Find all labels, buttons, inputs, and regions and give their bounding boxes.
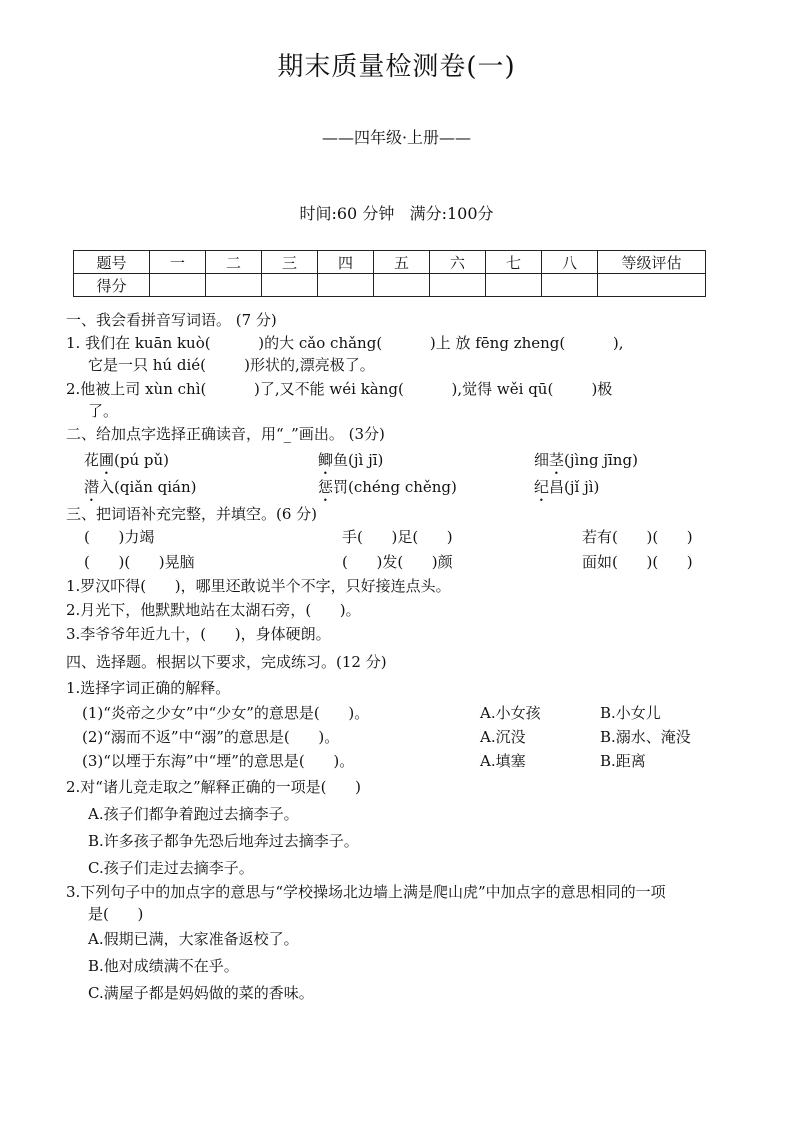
section-4-heading: 四、选择题。根据以下要求，完成练习。(12 分) — [66, 653, 387, 671]
question-line: 2.他被上司 xùn chì( )了,又不能 wéi kàng( ),觉得 wěi qū( )极 — [66, 380, 613, 398]
pronunciation-item: 潜入(qiǎn qián) — [84, 478, 197, 496]
option-a: A.填塞 — [480, 752, 526, 770]
table-cell: 六 — [430, 251, 486, 274]
choice-option: A.假期已满，大家准备返校了。 — [88, 930, 299, 948]
score-entry-cell[interactable] — [486, 274, 542, 297]
option-a: A.小女孩 — [480, 704, 541, 722]
grade-subtitle: ——四年级·上册—— — [321, 128, 472, 147]
table-cell: 七 — [486, 251, 542, 274]
choice-option: C.孩子们走过去摘李子。 — [88, 859, 254, 877]
score-entry-cell[interactable] — [206, 274, 262, 297]
exam-time-info: 时间:60 分钟 满分:100分 — [299, 204, 494, 223]
option-b: B.距离 — [600, 752, 646, 770]
question-line: 它是一只 hú dié( )形状的,漂亮极了。 — [88, 356, 375, 374]
score-entry-cell[interactable] — [430, 274, 486, 297]
score-entry-cell[interactable] — [318, 274, 374, 297]
question-line: 1. 我们在 kuān kuò( )的大 cǎo chǎng( )上 放 fēng zheng( ), — [66, 334, 624, 352]
table-cell: 五 — [374, 251, 430, 274]
option-b: B.溺水、淹没 — [600, 728, 691, 746]
question-title: 1.选择字词正确的解释。 — [66, 679, 231, 697]
table-cell: 二 — [206, 251, 262, 274]
section-3-heading: 三、把词语补充完整，并填空。(6 分) — [66, 505, 318, 523]
sub-question: (2)“溺而不返”中“溺”的意思是( )。 — [82, 728, 340, 746]
score-entry-cell[interactable] — [598, 274, 706, 297]
idiom-blank: 面如( )( ) — [582, 553, 693, 571]
table-cell: 一 — [150, 251, 206, 274]
choice-option: C.满屋子都是妈妈做的菜的香味。 — [88, 984, 314, 1002]
option-a: A.沉没 — [480, 728, 526, 746]
choice-option: B.许多孩子都争先恐后地奔过去摘李子。 — [88, 832, 359, 850]
fill-question: 1.罗汉吓得( )，哪里还敢说半个不字，只好接连点头。 — [66, 577, 451, 595]
pronunciation-item: 惩罚(chéng chěng) — [318, 478, 457, 496]
score-entry-cell[interactable] — [150, 274, 206, 297]
score-entry-cell[interactable] — [374, 274, 430, 297]
table-cell: 三 — [262, 251, 318, 274]
question-line: 了。 — [88, 402, 119, 420]
idiom-blank: 手( )足( ) — [342, 528, 453, 546]
score-entry-cell[interactable] — [262, 274, 318, 297]
table-cell: 八 — [542, 251, 598, 274]
table-cell: 等级评估 — [598, 251, 706, 274]
option-b: B.小女儿 — [600, 704, 661, 722]
score-table-header-row — [74, 251, 706, 274]
question-title-continued: 是( ) — [88, 905, 144, 923]
idiom-blank: ( )( )晃脑 — [84, 553, 195, 571]
question-title: 2.对“诸儿竞走取之”解释正确的一项是( ) — [66, 778, 361, 796]
score-entry-cell[interactable] — [542, 274, 598, 297]
question-title: 3.下列句子中的加点字的意思与“学校操场北边墙上满是爬山虎”中加点字的意思相同的一项 — [66, 883, 666, 901]
table-cell: 四 — [318, 251, 374, 274]
pronunciation-item: 细茎(jìng jīng) — [534, 451, 638, 469]
page-title: 期末质量检测卷(一) — [277, 52, 516, 82]
score-table-score-row — [74, 274, 706, 297]
fill-question: 3.李爷爷年近九十，( )，身体硬朗。 — [66, 625, 331, 643]
choice-option: B.他对成绩满不在乎。 — [88, 957, 239, 975]
fill-question: 2.月光下，他默默地站在太湖石旁，( )。 — [66, 601, 361, 619]
table-cell: 题号 — [74, 251, 150, 274]
section-2-heading: 二、给加点字选择正确读音，用“_”画出。 (3分) — [66, 425, 385, 443]
table-cell: 得分 — [74, 274, 150, 297]
choice-option: A.孩子们都争着跑过去摘李子。 — [88, 805, 299, 823]
idiom-blank: 若有( )( ) — [582, 528, 693, 546]
pronunciation-item: 花圃(pú pǔ) — [84, 451, 170, 469]
score-table — [73, 250, 706, 297]
section-1-heading: 一、我会看拼音写词语。 (7 分) — [66, 311, 277, 329]
sub-question: (3)“以堙于东海”中“堙”的意思是( )。 — [82, 752, 355, 770]
sub-question: (1)“炎帝之少女”中“少女”的意思是( )。 — [82, 704, 370, 722]
pronunciation-item: 鲫鱼(jì jī) — [318, 451, 384, 469]
pronunciation-item: 纪昌(jǐ jì) — [534, 478, 600, 496]
idiom-blank: ( )力竭 — [84, 528, 155, 546]
idiom-blank: ( )发( )颜 — [342, 553, 453, 571]
